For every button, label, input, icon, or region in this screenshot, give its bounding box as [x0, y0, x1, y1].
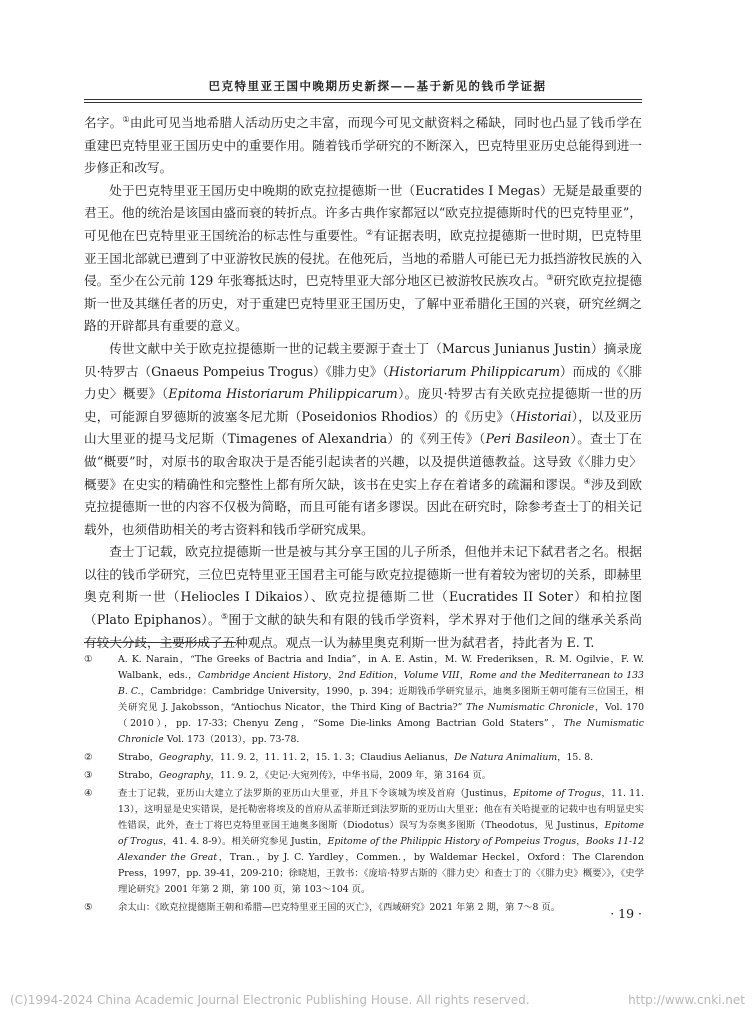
italic-title: Geography	[158, 770, 211, 781]
footnote-text	[118, 900, 644, 916]
text-run: ，11. 11. 13），这明显是史实错误，是托勒密将埃及的首府从孟菲斯迁到法罗斯的亚历山大里亚；他在有关哈提亚的记载中也有明显史实性错误，此外，查士丁将巴克特里亚国王迪奥多图斯（Diodotus）误写为奈奥多图斯（Theodotus，见 Justinus，	[118, 788, 644, 831]
italic-title: 2nd Edition	[338, 670, 394, 681]
footnote	[84, 768, 644, 784]
italic-title: The Numismatic Chronicle	[466, 702, 595, 713]
footnote	[84, 652, 644, 748]
text-run: A. K. Narain，“The Greeks of Bactria and India”，in A. E. Astin，M. W. Frederiksen，R. M. Ogilvie，F. W. Walbank，eds.，	[118, 654, 644, 681]
text-run: ，15. 8.	[557, 752, 594, 763]
text-run: 处于巴克特里亚王国历史中晚期的欧克拉提德斯一世（Eucratides I Megas）无疑是最重要的君王。他的统治是该国由盛而衰的转折点。许多古典作家都冠以“欧克拉提德斯时代的巴克特里亚”，可见他在巴克特里亚王国统治的标志性与重要性。	[84, 182, 642, 243]
body-paragraph	[84, 541, 642, 654]
italic-title: Volume VIII	[403, 670, 460, 681]
footnote-ref: ③	[546, 272, 554, 282]
header-rule	[84, 99, 642, 100]
footnote-ref: ⑤	[220, 611, 229, 621]
body-paragraph	[84, 338, 642, 541]
text-run: 涉及到欧克拉提德斯一世的内容不仅极为简略，而且可能有诸多谬误。因此在研究时，除参考查士丁的相关记载外，也须借助相关的考古资料和钱币学研究成果。	[84, 476, 643, 537]
footnote-mark: ①	[84, 654, 93, 665]
footnote-text	[118, 750, 644, 766]
italic-title: Geography	[158, 752, 211, 763]
text-run: Strabo，	[118, 770, 159, 781]
text-run: ，	[393, 670, 404, 681]
footnote-ref: ①	[122, 114, 130, 124]
italic-title: Historiai	[515, 408, 572, 424]
page-number: · 19 ·	[610, 906, 642, 921]
italic-title: Books 11-12 Alexander the Great	[118, 836, 644, 863]
text-run: ，	[459, 670, 470, 681]
text-run: ）。查士丁在做“概要”时，对原书的取舍取决于是否能引起读者的兴趣，以及提供道德教益。这导致《〈腓力史〉概要》在史实的精确性和完整性上都有所欠缺，该书在史实上存在着诸多的疏漏和谬误。	[84, 431, 643, 492]
footnote-text	[118, 768, 644, 784]
italic-title: Epitome of Trogus	[118, 820, 644, 847]
text-run: ）而成的《〈腓力史〉概要》（	[84, 363, 643, 402]
text-run: Vol. 173（2013），pp. 73-78.	[163, 734, 300, 745]
footnote-ref: ④	[583, 476, 591, 486]
body-paragraph	[84, 180, 642, 338]
text-run: 有证据表明，欧克拉提德斯一世时期，巴克特里亚王国北部就已遭到了中亚游牧民族的侵扰。在他死后，当地的希腊人可能已无力抵挡游牧民族的入侵。至少在公元前 129 年张骞抵达时，巴克特里亚大部分地区已被游牧民族攻占。	[84, 227, 643, 289]
text-run: ，11. 9. 2，11. 11. 2，15. 1. 3；Claudius Aelianus，	[210, 752, 455, 763]
footnote	[84, 750, 644, 766]
text-run: ，	[576, 836, 586, 847]
footnote-mark: ④	[84, 788, 93, 799]
text-run: ，Tran.，by J. C. Yardley，Commen.，by Waldemar Heckel，Oxford：The Clarendon Press，1997，pp. 39-41，209-210；徐晓旭，王敦书：《庞培·特罗古斯的〈腓力史〉和查士丁的〈《腓力史》概要〉》，《史学理论研究》2001 年第 2 期，第 100 页，第 103～104 页。	[118, 852, 644, 895]
text-run: ，Cambridge：Cambridge University，1990，p. 394；近期钱币学研究显示，迪奥多图斯王朝可能有三位国王，相关研究见 J. Jakobsson，“Antiochus Nicator，the Third King of Bactria?”	[118, 686, 644, 713]
italic-title: The Numismatic Chronicle	[118, 718, 644, 745]
italic-title: Cambridge Ancient History	[197, 670, 328, 681]
text-run: ，Vol. 170（2010），pp. 17-33；Chenyu Zeng，“Some Die-links Among Bactrian Gold Staters”，	[118, 702, 645, 729]
footnote-text	[118, 786, 644, 898]
footnote-ref: ②	[365, 227, 374, 237]
running-header: 巴克特里亚王国中晚期历史新探——基于新见的钱币学证据	[208, 79, 547, 93]
text-run: 研究欧克拉提德斯一世及其继任者的历史，对于重建巴克特里亚王国历史，了解中亚希腊化王国的兴衰，研究丝绸之路的开辟都具有重要的意义。	[84, 273, 643, 334]
footnote-mark: ③	[84, 770, 93, 781]
header-rule-thin	[84, 102, 642, 103]
text-run: 囿于文献的缺失和有限的钱币学资料，学术界对于他们之间的继承关系尚有较大分歧，主要形成了五种观点。观点一认为赫里奥克利斯一世为弑君者，持此者为 E. T.	[84, 612, 643, 650]
footnote-text	[118, 652, 644, 748]
copyright-notice: (C)1994-2024 China Academic Journal Electronic Publishing House. All rights reserved.	[10, 993, 530, 1007]
footnotes	[84, 652, 644, 918]
footnote-separator	[84, 642, 236, 643]
italic-title: Epitome of the Philippic History of Pompeius Trogus	[327, 836, 577, 847]
text-run: ，41. 4. 8-9）。相关研究参见 Justin，	[163, 836, 328, 847]
text-run: 传世文献中关于欧克拉提德斯一世的记载主要源于查士丁（Marcus Junianus Justin）摘录庞贝·特罗古（Gnaeus Pompeius Trogus）《腓力史》（	[84, 340, 642, 379]
text-run: 余太山：《欧克拉提德斯王朝和希腊—巴克特里亚王国的灭亡》，《西域研究》2021 年第 2 期，第 7～8 页。	[118, 902, 560, 913]
text-run: ，11. 9. 2，《史记·大宛列传》，中华书局，2009 年，第 3164 页。	[210, 770, 492, 781]
cnki-url: http://www.cnki.net	[628, 993, 745, 1007]
text-run: Strabo，	[118, 752, 159, 763]
italic-title: Epitoma Historiarum Philippicarum	[168, 386, 398, 402]
text-run: 查士丁记载，欧克拉提德斯一世是被与其分享王国的儿子所杀，但他并未记下弑君者之名。根据以往的钱币学研究，三位巴克特里亚王国君主可能与欧克拉提德斯一世有着较为密切的关系，即赫里奥克利斯一世（Heliocles I Dikaios）、欧克拉提德斯二世（Eucratides II Soter）和柏拉图（Plato Epiphanos）。	[84, 544, 642, 628]
main-body-text	[84, 112, 642, 654]
footnote	[84, 900, 644, 916]
italic-title: Historiarum Philippicarum	[388, 363, 561, 379]
text-run: ，	[327, 670, 339, 681]
copyright-watermark	[10, 993, 745, 1007]
text-run: ），以及亚历山大里亚的提马戈尼斯（Timagenes of Alexandria）的《列王传》（	[84, 408, 642, 447]
italic-title: De Natura Animalium	[454, 752, 558, 763]
footnote-mark: ②	[84, 752, 93, 763]
footnote-mark: ⑤	[84, 902, 93, 913]
italic-title: Epitome of Trogus	[513, 788, 602, 799]
text-run: 由此可见当地希腊人活动历史之丰富，而现今可见文献资料之稀缺，同时也凸显了钱币学在重建巴克特里亚王国历史中的重要作用。随着钱币学研究的不断深入，巴克特里亚历史总能得到进一步修正和改写。	[84, 115, 643, 176]
footnote	[84, 786, 644, 898]
text-run: 查士丁记载，亚历山大建立了法罗斯的亚历山大里亚，并且下令该城为埃及首府（Justinus，	[118, 788, 514, 799]
text-run: 名字。	[84, 115, 123, 130]
italic-title: Rome and the Mediterranean to 133 B. C.	[118, 670, 644, 697]
text-run: ）。庞贝·特罗古有关欧克拉提德斯一世的历史，可能源自罗德斯的波塞冬尼尤斯（Poseidonios Rhodios）的《历史》（	[84, 386, 642, 424]
italic-title: Peri Basileon	[485, 431, 570, 447]
body-paragraph	[84, 112, 642, 180]
